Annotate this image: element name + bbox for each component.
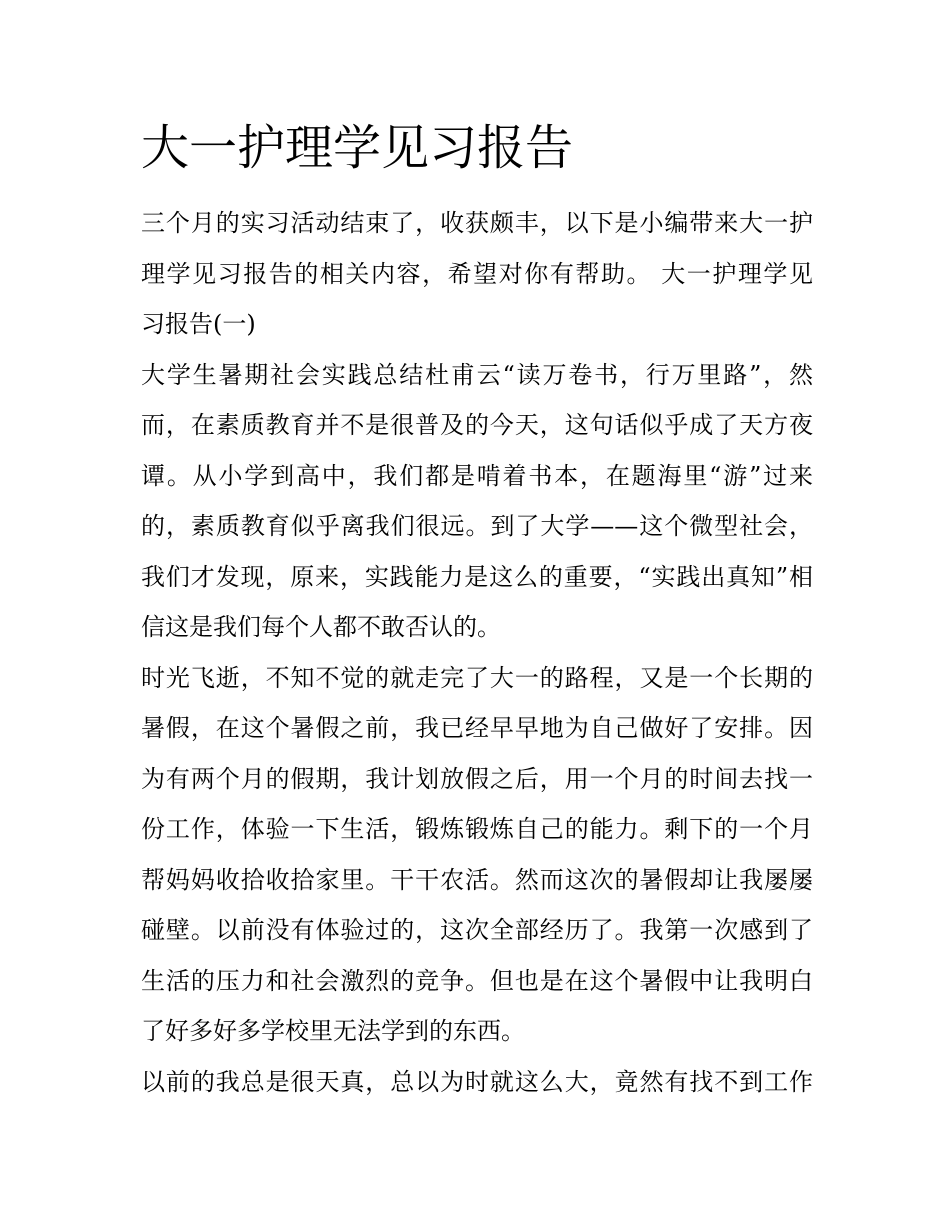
text-line: 份工作，体验一下生活，锻炼锻炼自己的能力。剩下的一个月 [141,815,813,843]
text-line: 我们才发现，原来，实践能力是这么的重要，“实践出真知”相 [141,562,813,591]
paragraph-reflection [141,1057,813,1108]
text-line: 帮妈妈收拾收拾家里。干干农活。然而这次的暑假却让我屡屡 [141,865,813,894]
text-line: 了好多好多学校里无法学到的东西。 [141,1017,525,1045]
text-line: 以前的我总是很天真，总以为时就这么大，竟然有找不到工作 [141,1067,813,1096]
paragraph-summer-vacation [141,653,813,1057]
text-line: 理学见习报告的相关内容，希望对你有帮助。 大一护理学见 [141,259,813,288]
text-line: 三个月的实习活动结束了，收获颇丰，以下是小编带来大一护 [141,209,813,237]
document-title: 大一护理学见习报告 [141,120,574,176]
text-line: 大学生暑期社会实践总结杜甫云“读万卷书，行万里路”，然 [141,360,813,389]
text-line: 为有两个月的假期，我计划放假之后，用一个月的时间去找一 [141,764,813,793]
text-line: 的，素质教育似乎离我们很远。到了大学——这个微型社会， [141,512,813,540]
text-line: 时光飞逝，不知不觉的就走完了大一的路程，又是一个长期的 [141,663,813,692]
paragraph-practice-summary [141,350,813,653]
text-line: 暑假，在这个暑假之前，我已经早早地为自己做好了安排。因 [141,714,813,742]
text-line: 碰壁。以前没有体验过的，这次全部经历了。我第一次感到了 [141,916,813,944]
text-line: 谭。从小学到高中，我们都是啃着书本，在题海里“游”过来 [141,461,813,490]
text-line: 而，在素质教育并不是很普及的今天，这句话似乎成了天方夜 [141,411,813,439]
text-line: 习报告(一) [141,310,256,338]
text-line: 生活的压力和社会激烈的竞争。但也是在这个暑假中让我明白 [141,966,813,995]
text-line: 信这是我们每个人都不敢否认的。 [141,613,501,641]
document-body [141,108,813,1107]
paragraph-intro [141,198,813,350]
